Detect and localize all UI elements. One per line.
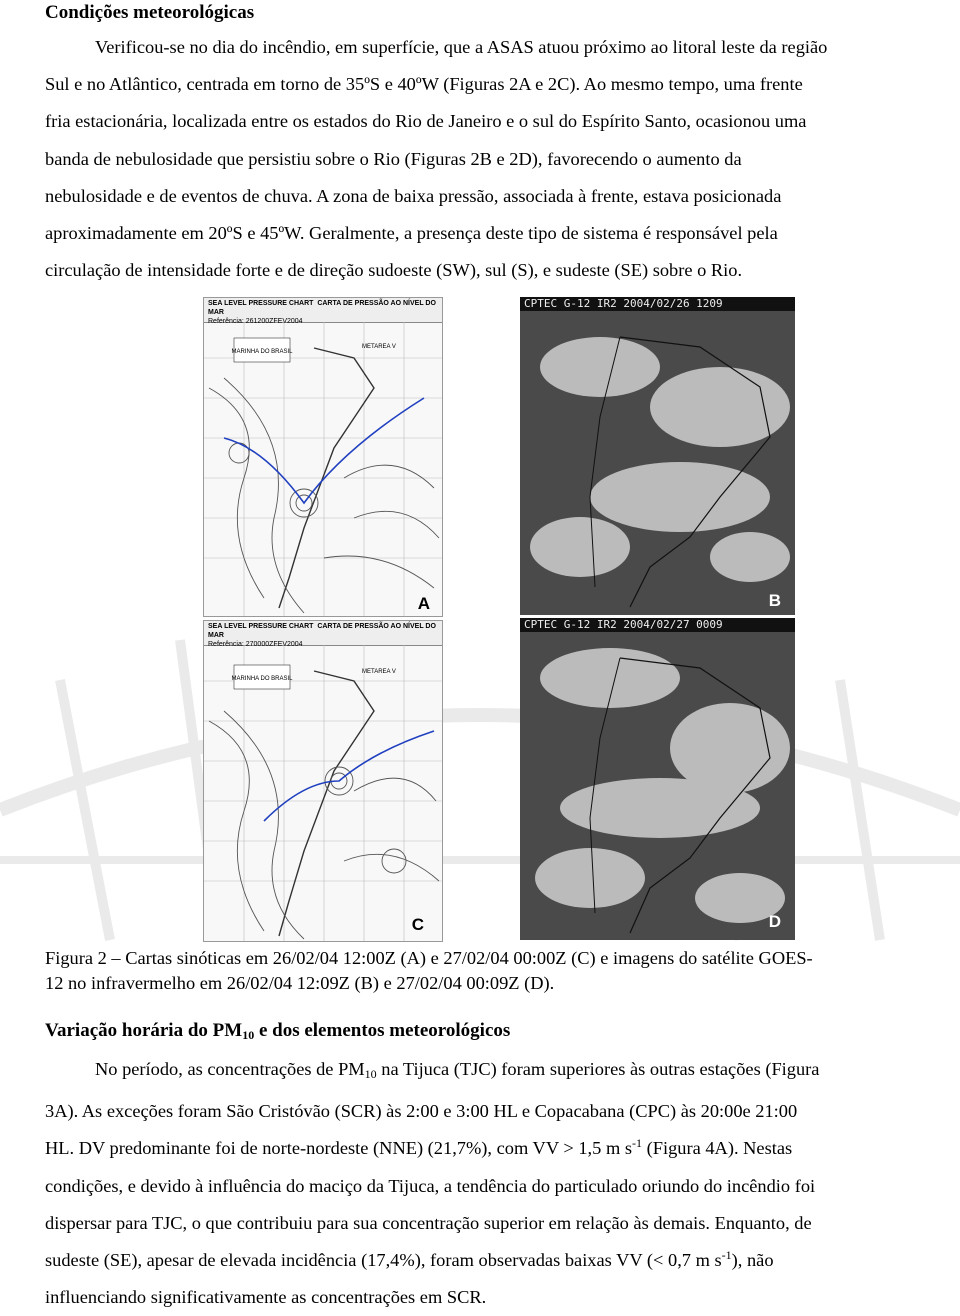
- chart-a-station-label: METAREA V: [362, 344, 396, 350]
- paragraph-line: HL. DV predominante foi de norte-nordeste (NNE) (21,7%), com VV > 1,5 m s: [45, 1138, 633, 1159]
- paragraph-line: banda de nebulosidade que persistiu sobre o Rio (Figuras 2B e 2D), favorecendo o aumento da: [45, 148, 742, 169]
- chart-c-isobar-map: [204, 621, 442, 941]
- chart-a-isobar-map: [204, 298, 442, 616]
- satellite-d-header: CPTEC G-12 IR2 2004/02/27 0009: [520, 618, 795, 632]
- section-heading-meteorological: Condições meteorológicas: [45, 2, 255, 23]
- chart-c-station-label: METAREA V: [362, 669, 396, 675]
- paragraph-line: 3A). As exceções foram São Cristóvão (SCR) às 2:00 e 3:00 HL e Copacabana (CPC) às 20:00e 21:00: [45, 1101, 798, 1122]
- caption-line: Figura 2 – Cartas sinóticas em 26/02/04 12:00Z (A) e 27/02/04 00:00Z (C) e imagens do satélite GOES-: [45, 948, 813, 968]
- chart-a-title-pt: CARTA DE PRESSÃO AO NÍVEL DO MAR: [208, 300, 436, 316]
- superscript: -1: [632, 1136, 643, 1151]
- satellite-image-b: [520, 297, 795, 615]
- panel-letter-d: D: [768, 912, 781, 931]
- paragraph-line: na Tijuca (TJC) foram superiores às outras estações (Figura: [376, 1059, 820, 1079]
- paragraph-line: condições, e devido à influência do maciço da Tijuca, a tendência do particulado oriundo do incêndio foi: [45, 1175, 816, 1196]
- caption-line: 12 no infravermelho em 26/02/04 12:09Z (B) e 27/02/04 00:09Z (D).: [45, 973, 555, 993]
- superscript: -1: [721, 1248, 732, 1263]
- heading-text: Variação horária do PM: [45, 1020, 243, 1041]
- satellite-d-cloud-map: [520, 618, 795, 940]
- satellite-image-d: [520, 618, 795, 940]
- paragraph-line: Verificou-se no dia do incêndio, em superfície, que a ASAS atuou próximo ao litoral leste da região: [95, 37, 828, 57]
- section-heading-pm10: [45, 1020, 510, 1043]
- synoptic-chart-c: [203, 620, 443, 942]
- paragraph-line: (Figura 4A). Nestas: [642, 1138, 793, 1159]
- paragraph-line: influenciando significativamente as concentrações em SCR.: [45, 1287, 487, 1308]
- chart-c-title-en: SEA LEVEL PRESSURE CHART: [208, 623, 314, 630]
- panel-letter-c: C: [411, 915, 424, 934]
- synoptic-chart-a: [203, 297, 443, 617]
- panel-letter-a: A: [417, 594, 430, 613]
- chart-a-agency-label: MARINHA DO BRASIL: [231, 349, 293, 355]
- paragraph-line: ), não: [731, 1250, 774, 1271]
- paragraph-line: dispersar para TJC, o que contribuiu para sua concentração superior em relação às demais. Enquanto, de: [45, 1212, 812, 1233]
- paragraph-line: aproximadamente em 20ºS e 45ºW. Geralmente, a presença deste tipo de sistema é responsável pela: [45, 223, 778, 244]
- chart-c-agency-label: MARINHA DO BRASIL: [231, 676, 293, 682]
- paragraph-line: nebulosidade e de eventos de chuva. A zona de baixa pressão, associada à frente, estava posicionada: [45, 185, 782, 206]
- figure-caption: [45, 946, 920, 996]
- bridge-watermark: [0, 560, 960, 960]
- paragraph-line: sudeste (SE), apesar de elevada incidência (17,4%), foram observadas baixas VV (< 0,7 m s: [45, 1250, 722, 1271]
- chart-c-reference: Referência: 270000ZFEV2004: [208, 641, 303, 648]
- chart-c-title-pt: CARTA DE PRESSÃO AO NÍVEL DO MAR: [208, 623, 436, 639]
- satellite-b-cloud-map: [520, 297, 795, 615]
- chart-a-title-en: SEA LEVEL PRESSURE CHART: [208, 300, 314, 307]
- paragraph-line: No período, as concentrações de PM: [95, 1059, 365, 1079]
- heading-subscript: 10: [242, 1028, 255, 1042]
- panel-letter-b: B: [768, 591, 781, 610]
- paragraph-pm10: [45, 1051, 915, 1316]
- heading-text: e dos elementos meteorológicos: [254, 1020, 511, 1041]
- paragraph-line: circulação de intensidade forte e de direção sudoeste (SW), sul (S), e sudeste (SE) sobre o Rio.: [45, 260, 743, 281]
- satellite-b-header: CPTEC G-12 IR2 2004/02/26 1209: [520, 297, 795, 311]
- paragraph-meteorological: [45, 29, 915, 289]
- subscript: 10: [364, 1067, 377, 1081]
- chart-a-reference: Referência: 261200ZFEV2004: [208, 318, 303, 325]
- paragraph-line: Sul e no Atlântico, centrada em torno de 35ºS e 40ºW (Figuras 2A e 2C). Ao mesmo tempo, uma frente: [45, 74, 803, 95]
- paragraph-line: fria estacionária, localizada entre os estados do Rio de Janeiro e o sul do Espírito Santo, ocasionou uma: [45, 111, 807, 132]
